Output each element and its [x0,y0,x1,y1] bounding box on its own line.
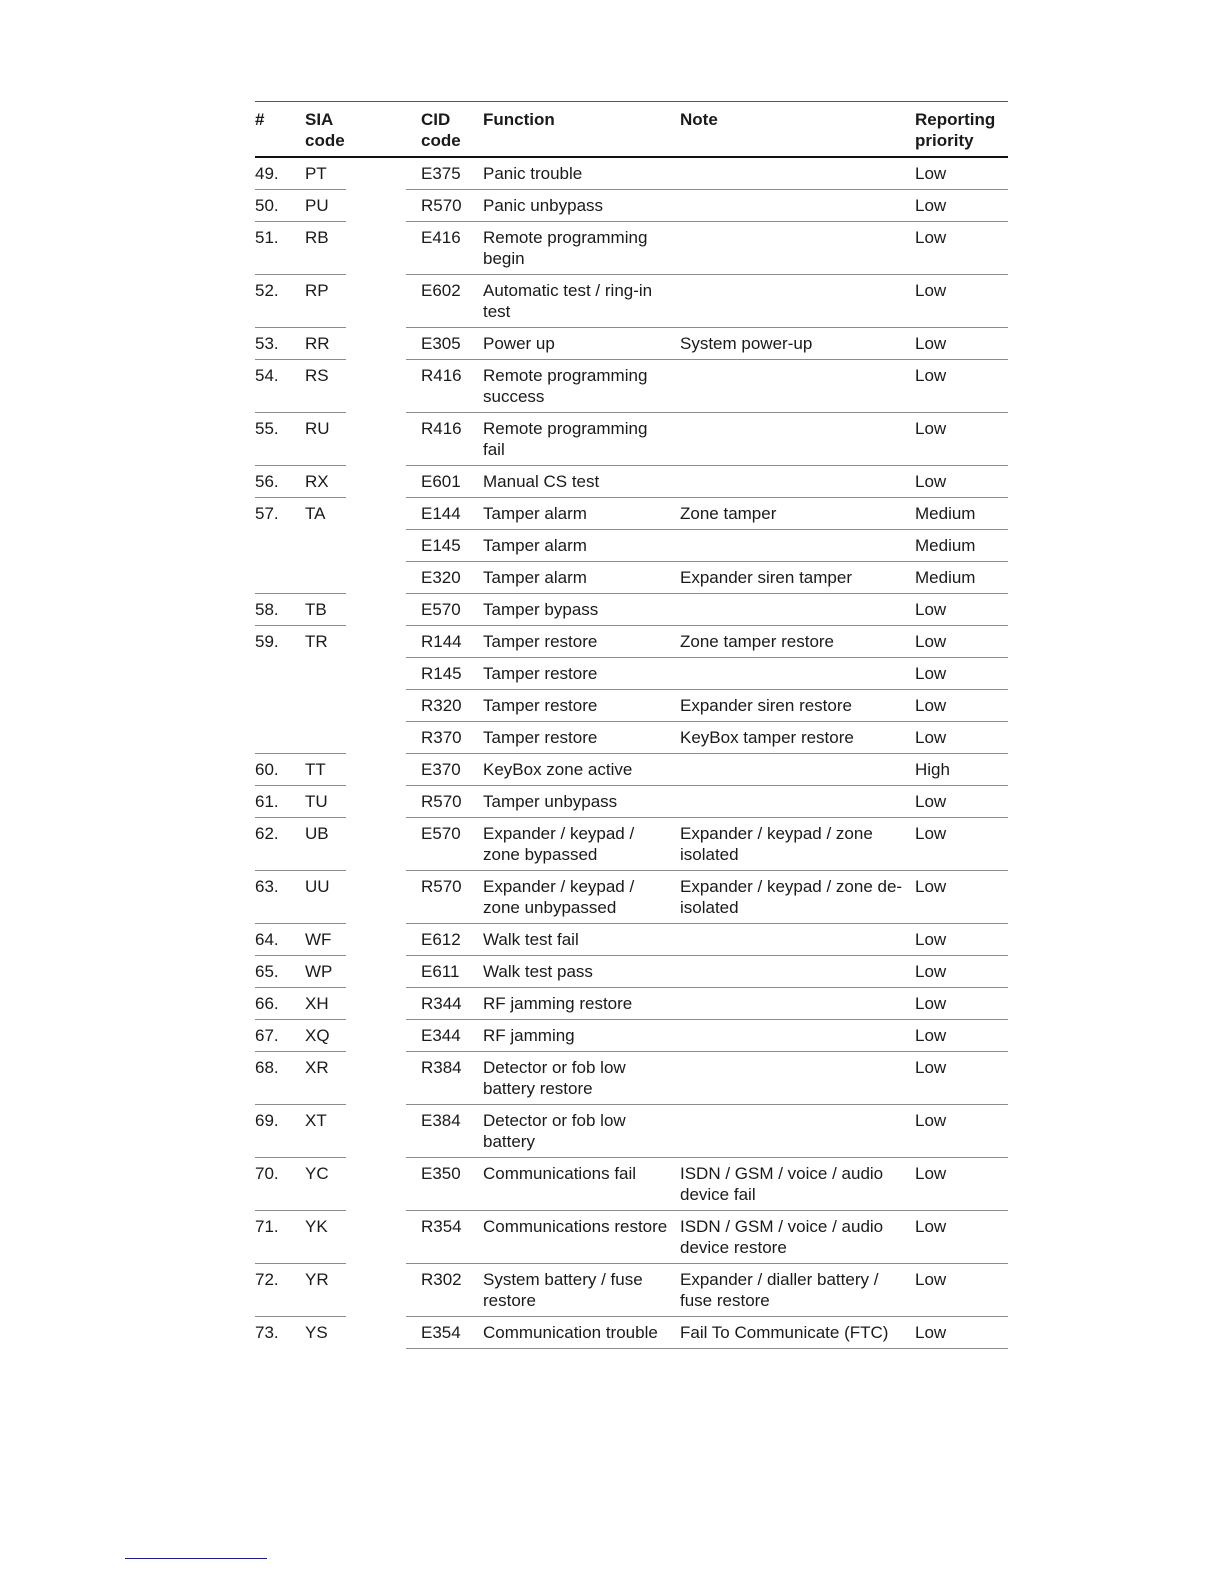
row-num-cell: 66. [255,994,279,1013]
row-num-cell: 53. [255,334,279,353]
cid-code-cell: R416 [421,366,462,385]
function-cell: Remote programming success [483,366,648,406]
function-cell: Power up [483,334,555,353]
table-row [255,786,1008,818]
note-cell: Expander / keypad / zone de-isolated [680,877,903,917]
function-cell: Automatic test / ring-in test [483,281,653,321]
sia-code-cell: WF [305,930,332,949]
reporting-priority-cell: Low [915,1323,947,1342]
table-row [255,466,1008,498]
cid-code-cell: E305 [421,334,461,353]
row-num-cell: 57. [255,504,279,523]
row-num-cell: 61. [255,792,279,811]
sia-code-cell: XR [305,1058,329,1077]
sia-code-cell: YR [305,1270,329,1289]
reporting-priority-cell: Low [915,334,947,353]
reporting-priority-cell: Low [915,632,947,651]
reporting-priority-cell: Low [915,1058,947,1077]
function-cell: Manual CS test [483,472,600,491]
header-cid-line1: CID [421,110,451,129]
sia-code-cell: YC [305,1164,329,1183]
cid-code-cell: E145 [421,536,461,555]
table-row [255,658,1008,690]
row-num-cell: 49. [255,164,279,183]
table-row [255,1052,1008,1105]
cid-code-cell: E144 [421,504,461,523]
row-num-cell: 71. [255,1217,279,1236]
function-cell: Expander / keypad / zone unbypassed [483,877,635,917]
sia-code-cell: PU [305,196,329,215]
sia-code-cell: TT [305,760,326,779]
cid-code-cell: R370 [421,728,462,747]
function-cell: Tamper restore [483,632,598,651]
reporting-priority-cell: Low [915,1111,947,1130]
function-cell: Communication trouble [483,1323,658,1342]
reporting-priority-cell: Low [915,664,947,683]
reporting-priority-cell: Low [915,1270,947,1289]
cid-code-cell: R354 [421,1217,462,1236]
cid-code-cell: E384 [421,1111,461,1130]
reporting-priority-cell: High [915,760,950,779]
row-num-cell: 65. [255,962,279,981]
function-cell: Remote programming fail [483,419,648,459]
header-reporting-priority [915,109,995,151]
table-row [255,1105,1008,1158]
cid-code-cell: R145 [421,664,462,683]
table-row [255,1211,1008,1264]
header-priority-line2: priority [915,131,974,150]
row-num-cell: 72. [255,1270,279,1289]
function-cell: System battery / fuse restore [483,1270,643,1310]
function-cell: Communications restore [483,1217,668,1236]
cid-code-cell: R320 [421,696,462,715]
sia-code-cell: XQ [305,1026,330,1045]
table-row [255,871,1008,924]
table-row [255,1317,1008,1349]
reporting-priority-cell: Low [915,419,947,438]
cid-code-cell: E354 [421,1323,461,1342]
reporting-priority-cell: Low [915,228,947,247]
sia-code-cell: YK [305,1217,328,1236]
function-cell: Detector or fob low battery [483,1111,626,1151]
table-row [255,924,1008,956]
function-cell: Remote programming begin [483,228,648,268]
function-cell: RF jamming [483,1026,575,1045]
table-row [255,956,1008,988]
sia-code-cell: TU [305,792,328,811]
header-num: # [255,110,265,129]
cid-code-cell: R344 [421,994,462,1013]
sia-code-cell: RB [305,228,329,247]
reporting-priority-cell: Low [915,728,947,747]
function-cell: Walk test pass [483,962,593,981]
sia-code-cell: WP [305,962,333,981]
note-cell: Expander / keypad / zone isolated [680,824,873,864]
cid-code-cell: E601 [421,472,461,491]
sia-code-cell: RU [305,419,330,438]
row-num-cell: 54. [255,366,279,385]
reporting-priority-cell: Low [915,994,947,1013]
table-row [255,1264,1008,1317]
header-sia-line2: code [305,131,345,150]
reporting-priority-cell: Low [915,824,947,843]
sia-code-cell: UU [305,877,330,896]
row-num-cell: 52. [255,281,279,300]
sia-code-cell: RX [305,472,329,491]
reporting-priority-cell: Medium [915,568,976,587]
table-row [255,530,1008,562]
function-cell: Tamper unbypass [483,792,618,811]
header-sia-code [305,109,345,151]
table-row [255,626,1008,658]
cid-code-cell: R570 [421,196,462,215]
note-cell: Fail To Communicate (FTC) [680,1323,889,1342]
table-row [255,222,1008,275]
table-row [255,328,1008,360]
header-function: Function [483,110,555,129]
row-num-cell: 62. [255,824,279,843]
function-cell: Tamper restore [483,696,598,715]
sia-code-cell: YS [305,1323,328,1342]
table-row [255,498,1008,530]
note-cell: System power-up [680,334,813,353]
table-row [255,1020,1008,1052]
function-cell: KeyBox zone active [483,760,633,779]
table-row [255,158,1008,190]
note-cell: Expander siren tamper [680,568,852,587]
table-row [255,594,1008,626]
note-cell: KeyBox tamper restore [680,728,854,747]
reporting-priority-cell: Low [915,281,947,300]
note-cell: ISDN / GSM / voice / audio device restore [680,1217,884,1257]
sia-code-cell: PT [305,164,327,183]
header-priority-line1: Reporting [915,110,996,129]
function-cell: Tamper restore [483,664,598,683]
note-cell: Expander siren restore [680,696,852,715]
cid-code-cell: R570 [421,792,462,811]
table-row [255,690,1008,722]
cid-code-cell: R384 [421,1058,462,1077]
footnote-separator [125,1558,267,1559]
sia-code-cell: UB [305,824,329,843]
sia-code-cell: RR [305,334,330,353]
function-cell: Walk test fail [483,930,579,949]
cid-code-cell: E611 [421,962,460,981]
function-cell: Panic trouble [483,164,583,183]
cid-code-cell: R570 [421,877,462,896]
function-cell: Expander / keypad / zone bypassed [483,824,635,864]
table-row [255,818,1008,871]
function-cell: Tamper alarm [483,568,587,587]
cid-code-cell: E320 [421,568,461,587]
function-cell: Detector or fob low battery restore [483,1058,626,1098]
cid-code-cell: E344 [421,1026,461,1045]
table-body [255,158,1008,1349]
reporting-priority-cell: Low [915,930,947,949]
row-num-cell: 60. [255,760,279,779]
reporting-priority-cell: Low [915,600,947,619]
table-row [255,562,1008,594]
cid-code-cell: R416 [421,419,462,438]
function-cell: Tamper restore [483,728,598,747]
row-num-cell: 51. [255,228,279,247]
function-cell: Tamper alarm [483,536,587,555]
function-cell: Communications fail [483,1164,637,1183]
reporting-priority-cell: Low [915,366,947,385]
table-row [255,722,1008,754]
cid-code-cell: E416 [421,228,461,247]
cid-code-cell: E612 [421,930,461,949]
function-cell: Tamper alarm [483,504,587,523]
reporting-priority-cell: Medium [915,536,976,555]
reporting-priority-cell: Low [915,1217,947,1236]
event-code-table [255,101,1008,1349]
table-row [255,988,1008,1020]
table-row [255,413,1008,466]
function-cell: Panic unbypass [483,196,604,215]
reporting-priority-cell: Low [915,696,947,715]
row-num-cell: 69. [255,1111,279,1130]
reporting-priority-cell: Low [915,1026,947,1045]
function-cell: Tamper bypass [483,600,599,619]
row-num-cell: 68. [255,1058,279,1077]
header-note: Note [680,110,718,129]
reporting-priority-cell: Medium [915,504,976,523]
header-cid-line2: code [421,131,461,150]
header-cid-code [421,109,461,151]
row-num-cell: 59. [255,632,279,651]
cid-code-cell: R302 [421,1270,462,1289]
sia-code-cell: XT [305,1111,327,1130]
header-sia-line1: SIA [305,110,334,129]
note-cell: Zone tamper [680,504,777,523]
table-row [255,1158,1008,1211]
cid-code-cell: E370 [421,760,461,779]
reporting-priority-cell: Low [915,472,947,491]
table-header [255,101,1008,158]
table-row [255,360,1008,413]
table-row [255,190,1008,222]
sia-code-cell: TA [305,504,326,523]
cid-code-cell: E602 [421,281,461,300]
cid-code-cell: E570 [421,824,461,843]
reporting-priority-cell: Low [915,962,947,981]
cid-code-cell: E570 [421,600,461,619]
sia-code-cell: TR [305,632,328,651]
row-num-cell: 55. [255,419,279,438]
note-cell: Expander / dialler battery / fuse restore [680,1270,879,1310]
cid-code-cell: E350 [421,1164,461,1183]
note-cell: Zone tamper restore [680,632,835,651]
row-num-cell: 67. [255,1026,279,1045]
row-num-cell: 70. [255,1164,279,1183]
row-num-cell: 58. [255,600,279,619]
row-num-cell: 56. [255,472,279,491]
reporting-priority-cell: Low [915,877,947,896]
sia-code-cell: RP [305,281,329,300]
table-row [255,754,1008,786]
reporting-priority-cell: Low [915,792,947,811]
sia-code-cell: XH [305,994,329,1013]
row-divider [406,1348,1008,1349]
reporting-priority-cell: Low [915,1164,947,1183]
row-num-cell: 64. [255,930,279,949]
reporting-priority-cell: Low [915,196,947,215]
function-cell: RF jamming restore [483,994,633,1013]
table-row [255,275,1008,328]
row-num-cell: 73. [255,1323,279,1342]
cid-code-cell: E375 [421,164,461,183]
cid-code-cell: R144 [421,632,462,651]
note-cell: ISDN / GSM / voice / audio device fail [680,1164,884,1204]
row-num-cell: 50. [255,196,279,215]
reporting-priority-cell: Low [915,164,947,183]
row-num-cell: 63. [255,877,279,896]
sia-code-cell: RS [305,366,329,385]
sia-code-cell: TB [305,600,327,619]
